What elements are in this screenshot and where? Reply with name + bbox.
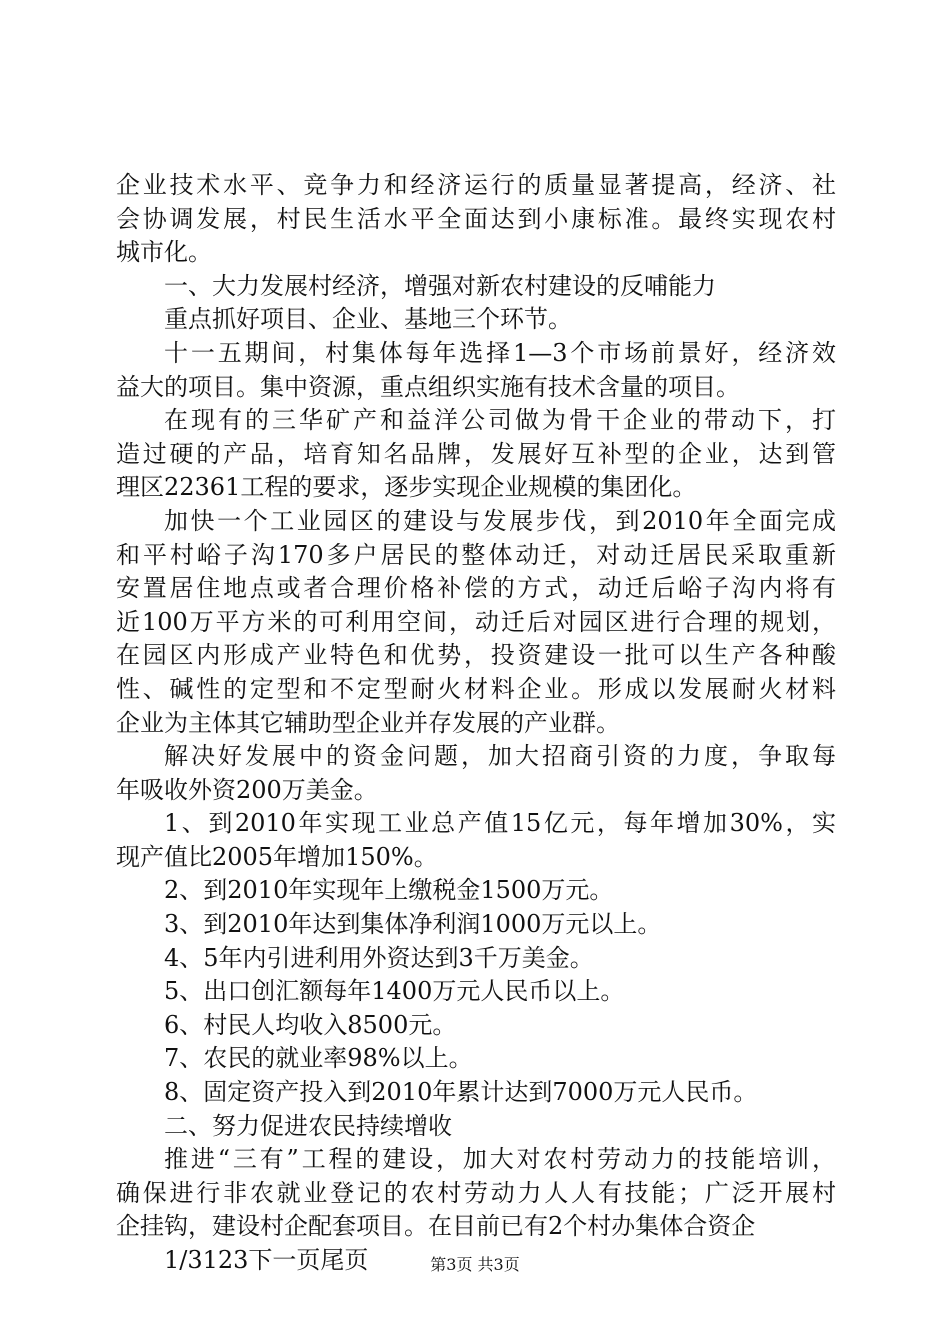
- text-line: 会协调发展，村民生活水平全面达到小康标准。最终实现农村: [116, 204, 836, 233]
- section-heading-2: 二、努力促进农民持续增收: [164, 1111, 452, 1140]
- pagination-text: 1/3123下一页尾页: [164, 1246, 369, 1274]
- text-line: 年吸收外资200万美金。: [116, 775, 378, 804]
- text-line: 城市化。: [116, 238, 212, 267]
- list-item: 1、到2010年实现工业总产值15亿元，每年增加30%，实: [164, 809, 836, 838]
- text-line: 和平村峪子沟170多户居民的整体动迁，对动迁居民采取重新: [116, 540, 836, 569]
- text-line: 企挂钩，建设村企配套项目。在目前已有2个村办集体合资企: [116, 1212, 756, 1241]
- text-line: 造过硬的产品，培育知名品牌，发展好互补型的企业，达到管: [116, 439, 836, 468]
- page-number-footer: 第3页 共3页: [430, 1255, 520, 1274]
- document-body: [116, 169, 836, 1278]
- text-line: 企业为主体其它辅助型企业并存发展的产业群。: [116, 708, 620, 737]
- text-line: 现产值比2005年增加150%。: [116, 842, 438, 871]
- text-line: 性、碱性的定型和不定型耐火材料企业。形成以发展耐火材料: [116, 674, 836, 703]
- text-line: 在园区内形成产业特色和优势，投资建设一批可以生产各种酸: [116, 641, 836, 670]
- list-item: 5、出口创汇额每年1400万元人民币以上。: [164, 977, 625, 1006]
- text-line: 加快一个工业园区的建设与发展步伐，到2010年全面完成: [164, 506, 836, 535]
- text-line: 理区22361工程的要求，逐步实现企业规模的集团化。: [116, 473, 697, 502]
- text-line: 推进“三有”工程的建设，加大对农村劳动力的技能培训，: [164, 1145, 836, 1174]
- section-heading-1: 一、大力发展村经济，增强对新农村建设的反哺能力: [164, 271, 716, 300]
- text-line: 益大的项目。集中资源，重点组织实施有技术含量的项目。: [116, 372, 740, 401]
- list-item: 3、到2010年达到集体净利润1000万元以上。: [164, 910, 662, 939]
- list-item: 2、到2010年实现年上缴税金1500万元。: [164, 876, 614, 905]
- text-line: 确保进行非农就业登记的农村劳动力人人有技能；广泛开展村: [116, 1178, 836, 1207]
- list-item: 7、农民的就业率98%以上。: [164, 1044, 473, 1073]
- text-line: 安置居住地点或者合理价格补偿的方式，动迁后峪子沟内将有: [116, 574, 836, 603]
- list-item: 8、固定资产投入到2010年累计达到7000万元人民币。: [164, 1078, 758, 1107]
- text-line: 企业技术水平、竞争力和经济运行的质量显著提高，经济、社: [116, 171, 836, 199]
- list-item: 4、5年内引进利用外资达到3千万美金。: [164, 943, 594, 972]
- text-line: 近100万平方米的可利用空间，动迁后对园区进行合理的规划，: [116, 607, 836, 636]
- text-line: 在现有的三华矿产和益洋公司做为骨干企业的带动下，打: [164, 406, 836, 435]
- list-item: 6、村民人均收入8500元。: [164, 1010, 457, 1039]
- text-line: 重点抓好项目、企业、基地三个环节。: [164, 305, 572, 334]
- text-line: 解决好发展中的资金问题，加大招商引资的力度，争取每: [164, 742, 836, 771]
- text-line: 十一五期间，村集体每年选择1—3个市场前景好，经济效: [164, 338, 836, 367]
